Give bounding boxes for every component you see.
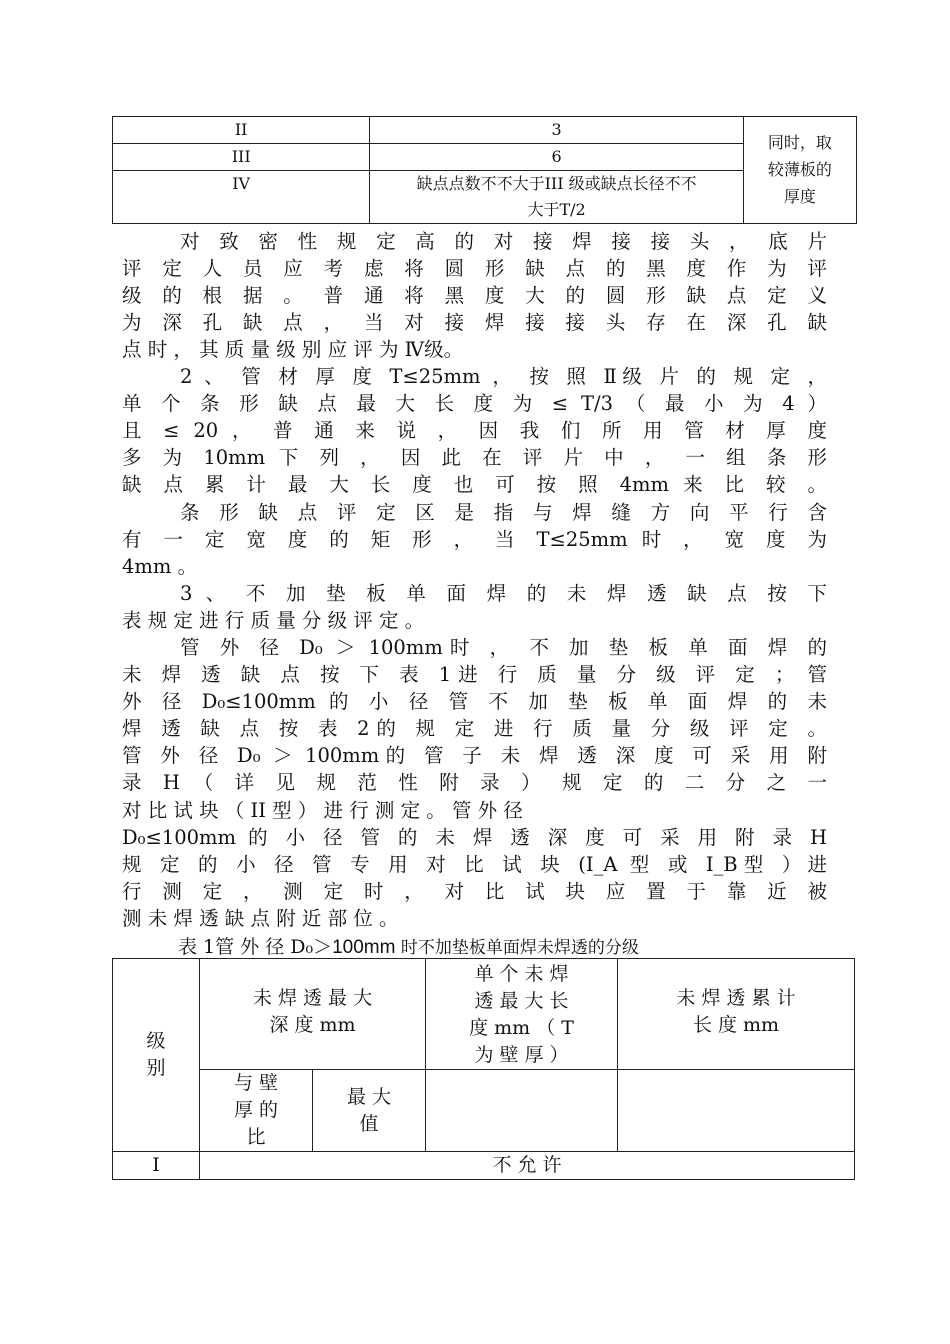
table-row <box>113 1152 855 1180</box>
paragraph-density <box>122 228 827 363</box>
text-line: 为 深 孔 缺 点 ， 当 对 接 焊 接 接 头 存 在 深 孔 缺 <box>122 311 827 335</box>
text-line: 多 为 10mm 下 列 ， 因 此 在 评 片 中 ， 一 组 条 形 <box>122 446 827 470</box>
header-line: 值 <box>359 1112 379 1135</box>
text-line: 规 定 的 小 径 管 专 用 对 比 试 块 (I_A 型 或 I_B型 ）进 <box>122 852 827 876</box>
text-line: 管 外 径 D₀ ＞ 100mm时 ， 不 加 垫 板 单 面 焊 的 <box>180 636 827 659</box>
depth-header-cell <box>200 959 426 1070</box>
header-line: 透 最 大 长 <box>474 990 569 1012</box>
caption-text: 100mm <box>332 937 396 958</box>
text-line: 2 、 管 材 厚 度 T≤25mm ， 按 照 Ⅱ级 片 的 规 定 ， <box>180 365 827 388</box>
empty-cell <box>426 1070 618 1152</box>
header-line: 别 <box>146 1057 166 1079</box>
note-cell <box>743 117 856 224</box>
text-line: 行 测 定 ， 测 定 时 ， 对 比 试 块 应 置 于 靠 近 被 <box>122 879 827 903</box>
level-cell: III <box>113 144 370 171</box>
level-cell: IV <box>113 171 370 224</box>
header-line: 深 度 mm <box>269 1014 356 1036</box>
text-line: 测 未 焊 透 缺 点 附 近 部 位 。 <box>122 906 399 930</box>
text-line: 4mm 。 <box>122 555 198 579</box>
max-header-cell <box>313 1070 426 1152</box>
cumulative-header-cell <box>618 959 855 1070</box>
paragraph-outer-diameter <box>122 634 827 932</box>
table-row <box>113 959 855 1070</box>
grade-table-top <box>112 116 857 224</box>
header-line: 度 mm （ T <box>469 1017 574 1039</box>
text-line: 表 规 定 进 行 质 量 分 级 评 定 。 <box>122 609 425 633</box>
value-cell: 不 允 许 <box>200 1152 855 1180</box>
text-line: 评 定 人 员 应 考 虑 将 圆 形 缺 点 的 黑 度 作 为 评 <box>122 257 827 281</box>
text-line: 管 外 径 D₀ ＞ 100mm的 管 子 未 焊 透 深 度 可 采 用 附 <box>122 744 827 768</box>
table-caption <box>178 934 639 961</box>
header-line: 最 大 <box>346 1085 392 1108</box>
text-line: 录 H （ 详 见 规 范 性 附 录 ） 规 定 的 二 分 之 一 <box>122 771 827 795</box>
ratio-header-cell <box>200 1070 313 1152</box>
value-line: 缺点点数不不大于III 级或缺点长径不不 <box>416 174 697 193</box>
header-line: 长 度 mm <box>692 1014 780 1036</box>
text-line: D₀≤100mm 的 小 径 管 的 未 焊 透 深 度 可 采 用 附 录 H <box>122 825 827 849</box>
text-line: 级 的 根 据 。 普 通 将 黑 度 大 的 圆 形 缺 点 定 义 <box>122 284 827 308</box>
level-cell: I <box>113 1152 200 1180</box>
note-line: 较薄板的 <box>767 159 832 179</box>
note-line: 厚度 <box>783 186 816 206</box>
text-line: 外 径 D₀≤100mm 的 小 径 管 不 加 垫 板 单 面 焊 的 未 <box>122 690 827 714</box>
text-line: 缺 点 累 计 最 大 长 度 也 可 按 照 4mm 来 比 较 。 <box>122 473 827 497</box>
note-line: 同时，取 <box>767 132 832 152</box>
paragraph-pipe-thickness <box>122 363 827 498</box>
caption-text: 表 1管 外 径 D₀＞ <box>178 936 333 958</box>
header-line: 单 个 未 焊 <box>474 963 569 985</box>
table-row <box>113 1070 855 1152</box>
level-cell: II <box>113 117 370 144</box>
text-line: 3 、 不 加 垫 板 单 面 焊 的 未 焊 透 缺 点 按 下 <box>180 582 827 605</box>
text-line: 对 致 密 性 规 定 高 的 对 接 焊 接 接 头 ， 底 片 <box>180 230 827 253</box>
single-length-header-cell <box>426 959 618 1070</box>
value-cell: 6 <box>370 144 744 171</box>
text-line: 且 ≤ 20 ， 普 通 来 说 ， 因 我 们 所 用 管 材 厚 度 <box>122 419 827 443</box>
caption-text: 时不加垫板单面焊未焊透的分级 <box>395 938 639 958</box>
value-cell: 3 <box>370 117 744 144</box>
header-line: 未 焊 透 最 大 <box>252 987 373 1009</box>
header-line: 厚 的 <box>233 1099 279 1121</box>
paragraph-single-side-weld <box>122 580 827 634</box>
text-line: 焊 透 缺 点 按 表 2的 规 定 进 行 质 量 分 级 评 定 。 <box>122 717 827 741</box>
header-line: 未 焊 透 累 计 <box>676 987 796 1009</box>
header-line: 级 <box>146 1030 166 1052</box>
header-line: 与 壁 <box>233 1072 279 1094</box>
header-line: 为 壁 厚 ） <box>474 1044 569 1066</box>
text-line: 未 焊 透 缺 点 按 下 表 1进 行 质 量 分 级 评 定 ； 管 <box>122 663 827 687</box>
text-line: 有 一 定 宽 度 的 矩 形 ， 当 T≤25mm 时 ， 宽 度 为 <box>122 528 827 552</box>
level-header-cell <box>113 959 200 1152</box>
text-line: 点 时 ， 其 质 量 级 别 应 评 为 Ⅳ级。 <box>122 338 464 362</box>
text-line: 对 比 试 块 （ II 型 ） 进 行 测 定 。 管 外 径 <box>122 798 523 822</box>
grade-table-incomplete-penetration <box>112 958 855 1180</box>
paragraph-strip-zone <box>122 499 827 580</box>
text-line: 单 个 条 形 缺 点 最 大 长 度 为 ≤ T/3 （ 最 小 为 4 ） <box>122 392 827 416</box>
text-line: 条 形 缺 点 评 定 区 是 指 与 焊 缝 方 向 平 行 含 <box>180 501 827 524</box>
value-cell <box>370 171 744 224</box>
table-row <box>113 117 857 144</box>
value-line: 大于T/2 <box>527 200 586 219</box>
header-line: 比 <box>246 1126 266 1148</box>
empty-cell <box>618 1070 855 1152</box>
